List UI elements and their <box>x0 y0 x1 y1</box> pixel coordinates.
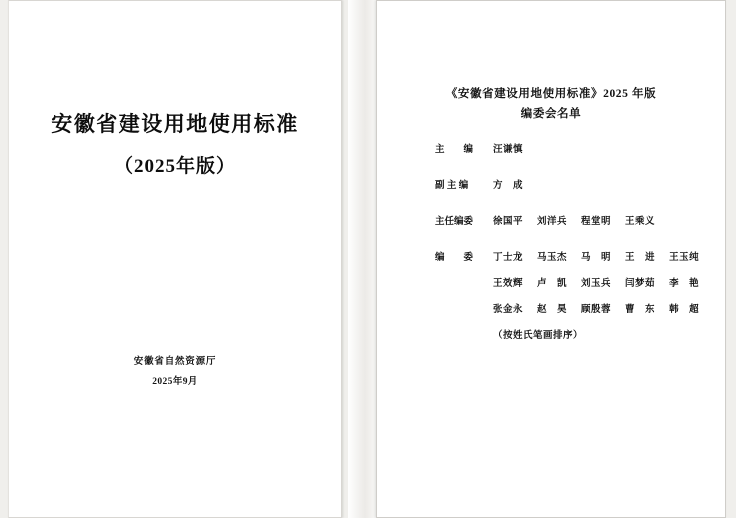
committee-member-name: 顾殷蓉 <box>581 305 612 315</box>
committee-member-name: 王效辉 <box>493 279 524 289</box>
committee-name-group <box>493 141 699 155</box>
committee-member-name: 张金永 <box>493 305 524 315</box>
committee-name-line <box>493 275 699 289</box>
committee-name-line <box>493 213 699 227</box>
committee-member-name: 刘洋兵 <box>537 217 568 227</box>
committee-member-name: 方 成 <box>493 181 524 191</box>
committee-member-name: 曹 东 <box>625 305 656 315</box>
committee-member-name: 汪谦慎 <box>493 145 524 155</box>
committee-member-name: 王 进 <box>625 253 656 263</box>
committee-row <box>435 177 699 191</box>
committee-member-name: 李 艳 <box>669 279 700 289</box>
committee-page <box>376 0 726 518</box>
committee-role-label: 副 主 编 <box>435 181 469 191</box>
committee-name-group <box>493 177 699 191</box>
committee-name-line <box>493 177 699 191</box>
committee-role-label: 主任编委 <box>435 217 474 227</box>
committee-member-name: 韩 超 <box>669 305 700 315</box>
committee-row <box>435 213 699 227</box>
committee-member-name: 王乘义 <box>625 217 656 227</box>
committee-member-name: 刘玉兵 <box>581 279 612 289</box>
committee-name-line <box>493 249 699 263</box>
committee-sort-note: （按姓氏笔画排序） <box>493 331 584 341</box>
cover-issuer: 安徽省自然资源厅 <box>133 357 217 367</box>
committee-member-name: 卢 凯 <box>537 279 568 289</box>
committee-member-name: 程堂明 <box>581 217 612 227</box>
committee-member-name: 马玉杰 <box>537 253 568 263</box>
committee-row <box>435 249 699 341</box>
committee-member-name: 王玉纯 <box>669 253 700 263</box>
committee-member-name: 闫梦茹 <box>625 279 656 289</box>
cover-date: 2025年9月 <box>152 377 198 387</box>
cover-edition: （2025年版） <box>113 156 236 177</box>
committee-rows <box>435 141 699 363</box>
committee-member-name: 丁士龙 <box>493 253 524 263</box>
cover-page <box>8 0 342 518</box>
committee-role-label: 主 编 <box>435 145 474 155</box>
committee-role-label: 编 委 <box>435 253 474 263</box>
committee-member-name: 徐国平 <box>493 217 524 227</box>
committee-name-group <box>493 249 699 341</box>
cover-content <box>9 1 341 517</box>
committee-name-line <box>493 141 699 155</box>
committee-row <box>435 141 699 155</box>
committee-member-name: 赵 昊 <box>537 305 568 315</box>
committee-title-line2: 编委会名单 <box>520 108 582 120</box>
committee-member-name: 马 明 <box>581 253 612 263</box>
page-title: 安徽省建设用地使用标准 <box>51 112 299 136</box>
committee-name-line <box>493 301 699 315</box>
committee-name-group <box>493 213 699 227</box>
committee-title-line1: 《安徽省建设用地使用标准》2025 年版 <box>445 88 657 100</box>
